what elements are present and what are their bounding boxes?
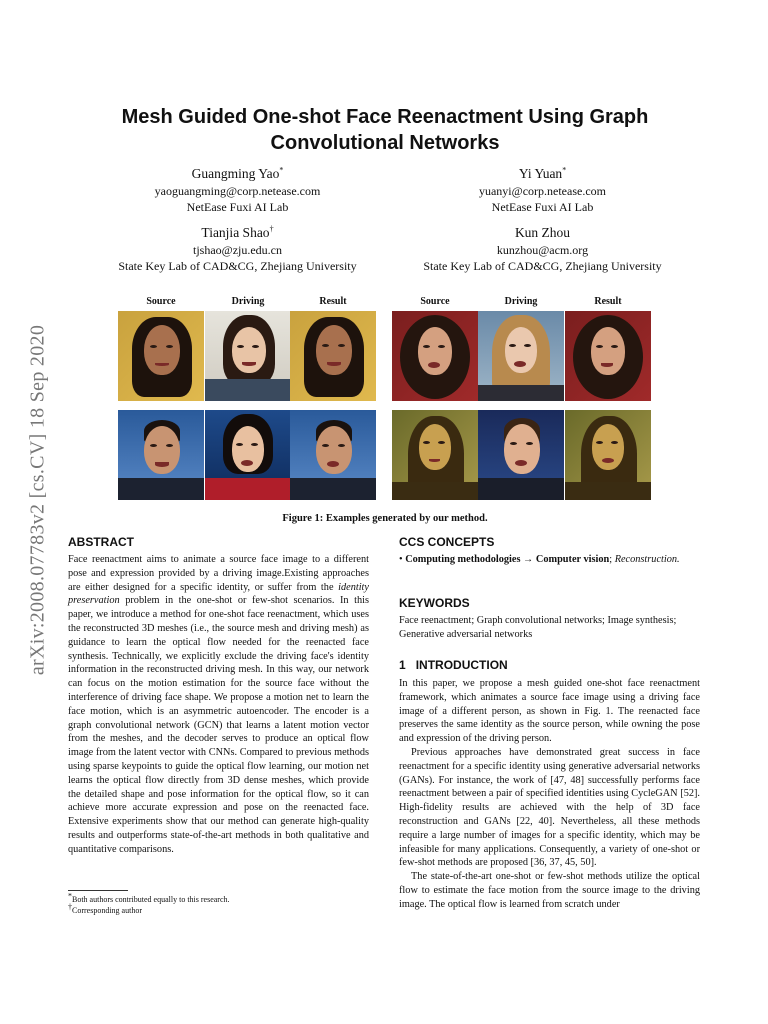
figure-label-result: Result	[594, 296, 622, 307]
author-block	[100, 165, 375, 215]
figure-image-result	[290, 410, 376, 500]
introduction-paragraph: In this paper, we propose a mesh guided one-shot face reenactment framework, which animates a source face image using a driving face image of a different person, as shown in Fig. 1. The reenacted face preserves the same identity as the source person, while owning the pose and expression of the driving person.	[399, 678, 700, 745]
introduction-paragraph: The state-of-the-art one-shot or few-shot methods utilize the optical flow to estimate the face motion from the source image to the driving image. The optical flow is learned from scratch under	[399, 871, 700, 910]
author-name: Guangming Yao*	[191, 165, 284, 181]
author-affiliation: State Key Lab of CAD&CG, Zhejiang University	[118, 259, 357, 273]
author-block	[405, 224, 680, 274]
figure-image-source	[392, 311, 478, 401]
author-block	[405, 165, 680, 215]
figure-image-result	[565, 410, 651, 500]
footnote-corresponding: †Corresponding author	[68, 902, 142, 915]
ccs-heading: CCS CONCEPTS	[399, 535, 495, 549]
figure-label-driving: Driving	[231, 296, 265, 307]
author-email: yuanyi@corp.netease.com	[478, 184, 606, 198]
figure-label-result: Result	[319, 296, 347, 307]
author-name: Yi Yuan*	[518, 165, 567, 181]
figure-image-driving	[205, 311, 291, 401]
abstract-heading: ABSTRACT	[68, 535, 134, 549]
figure-image-driving	[478, 410, 564, 500]
author-email: kunzhou@acm.org	[496, 243, 589, 257]
author-affiliation: NetEase Fuxi AI Lab	[491, 200, 594, 214]
figure-label-source: Source	[420, 296, 450, 307]
figure-image-source	[118, 311, 204, 401]
keywords-text: Face reenactment; Graph convolutional networks; Image synthesis; Generative adversarial networks	[399, 615, 677, 640]
introduction-heading: 1 INTRODUCTION	[399, 658, 508, 672]
author-name: Tianjia Shao†	[201, 224, 274, 240]
ccs-text: • Computing methodologies → Computer vision; Reconstruction.	[399, 554, 680, 565]
arxiv-stamp	[14, 270, 62, 730]
author-email: yaoguangming@corp.netease.com	[154, 184, 321, 198]
abstract-text: Face reenactment aims to animate a source face image to a different pose and expression provided by a driving image.Existing approaches are either designed for a specific identity, or suffer from the identity preservation problem in the one-shot or few-shot scenarios. In this paper, we introduce a method for one-shot face reenactment, which uses the reconstructed 3D meshes (i.e., the source mesh and driving mesh) as guidance to learn the optical flow needed for the reenacted face synthesis. Technically, we explicitly exclude the driving face's identity information in the reconstructed driving mesh. In this way, our network can focus on the motion estimation for the source face without the interference of driving face shape. We propose a motion net to learn the face motion, which is an asymmetric autoencoder. The encoder is a graph convolutional network (GCN) that learns a latent motion vector from the meshes, and the decoder serves to produce an optical flow image from the latent vector with CNNs. Compared to previous methods using sparse keypoints to guide the optical flow learning, our motion net learns the optical flow directly from 3D dense meshes, which provide the detailed shape and pose information for the optical flow, so it can achieve more accurate expression and pose on the reenacted face. Extensive experiments show that our method can generate high-quality results and outperforms state-of-the-art methods in both qualitative and quantitative comparisons.	[68, 554, 369, 855]
introduction-body	[399, 677, 700, 912]
footnote-rule	[68, 890, 128, 891]
figure-caption: Figure 1: Examples generated by our method.	[282, 513, 488, 524]
figure-image-source	[118, 410, 204, 500]
introduction-paragraph: Previous approaches have demonstrated great success in face reenactment for a specific identity using generative adversarial networks (GANs). For instance, the work of [47, 48] successfully performs face reenactment between a pair of specified identities using CycleGAN [52]. High-fidelity results are achieved with the help of 3D face reconstruction and GANs [22, 40]. Nevertheless, all these methods require a large number of images for a specific identity, which may be infeasible for many applications. Consequently, a variety of one-shot or few-shot methods are proposed [36, 37, 45, 50].	[399, 746, 700, 869]
figure-image-result	[290, 311, 376, 401]
footnote-equal-contribution: *Both authors contributed equally to this research.	[68, 891, 230, 904]
paper-title: Mesh Guided One-shot Face Reenactment Using Graph Convolutional Networks	[121, 106, 649, 154]
figure-image-source	[392, 410, 478, 500]
author-name: Kun Zhou	[514, 225, 571, 240]
figure-image-result	[565, 311, 651, 401]
author-affiliation: State Key Lab of CAD&CG, Zhejiang University	[423, 259, 662, 273]
figure-label-driving: Driving	[504, 296, 538, 307]
figure-image-driving	[205, 410, 291, 500]
author-block	[100, 224, 375, 274]
author-email: tjshao@zju.edu.cn	[192, 243, 283, 257]
arxiv-id: arXiv:2008.07783v2 [cs.CV] 18 Sep 2020	[26, 324, 49, 676]
keywords-heading: KEYWORDS	[399, 596, 470, 610]
figure-label-source: Source	[146, 296, 176, 307]
figure-image-driving	[478, 311, 564, 401]
author-affiliation: NetEase Fuxi AI Lab	[186, 200, 289, 214]
